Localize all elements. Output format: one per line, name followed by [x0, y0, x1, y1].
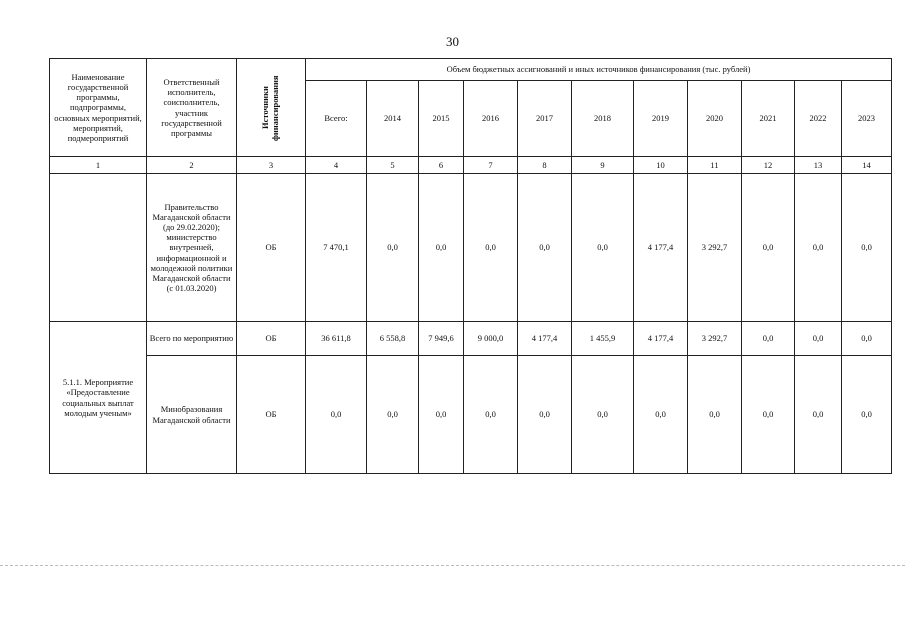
header-year: 2023: [842, 81, 892, 157]
row-value: 7 470,1: [306, 174, 367, 322]
column-number: 7: [464, 157, 518, 174]
row-value: 3 292,7: [688, 322, 742, 356]
column-number: 1: [50, 157, 147, 174]
row-value: 4 177,4: [518, 322, 572, 356]
column-number: 5: [367, 157, 419, 174]
row-value: 0,0: [742, 356, 795, 474]
row-value: 0,0: [842, 174, 892, 322]
row-value: 7 949,6: [419, 322, 464, 356]
row-value: 4 177,4: [634, 174, 688, 322]
header-responsible: Ответственный исполнитель, соисполнитель, участник государственной программы: [147, 59, 237, 157]
column-number: 10: [634, 157, 688, 174]
scan-divider: [0, 565, 905, 566]
row-value: 0,0: [742, 174, 795, 322]
header-year: 2016: [464, 81, 518, 157]
row-value: 0,0: [518, 356, 572, 474]
header-total: Всего:: [306, 81, 367, 157]
row-value: 0,0: [688, 356, 742, 474]
column-number: 3: [237, 157, 306, 174]
row-value: 0,0: [306, 356, 367, 474]
header-year: 2017: [518, 81, 572, 157]
row-value: 6 558,8: [367, 322, 419, 356]
row-value: 0,0: [634, 356, 688, 474]
row-responsible: Всего по мероприятию: [147, 322, 237, 356]
row-value: 0,0: [572, 174, 634, 322]
header-source: [237, 59, 306, 157]
header-year: 2015: [419, 81, 464, 157]
table-row: [50, 174, 892, 322]
row-value: 0,0: [419, 356, 464, 474]
row-source: ОБ: [237, 174, 306, 322]
row-value: 9 000,0: [464, 322, 518, 356]
row-value: 0,0: [742, 322, 795, 356]
header-year: 2021: [742, 81, 795, 157]
column-number: 4: [306, 157, 367, 174]
page-number: 30: [446, 34, 459, 49]
row-value: 0,0: [464, 356, 518, 474]
header-year: 2020: [688, 81, 742, 157]
row-value: 0,0: [518, 174, 572, 322]
column-number: 11: [688, 157, 742, 174]
table-row: [50, 322, 892, 356]
column-number: 2: [147, 157, 237, 174]
row-value: 4 177,4: [634, 322, 688, 356]
row-responsible: Правительство Магаданской области (до 29.02.2020); министерство внутренней, информационной и молодежной политики Магаданской области (с 01.03.2020): [147, 174, 237, 322]
row-value: 0,0: [795, 356, 842, 474]
row-name: 5.1.1. Мероприятие «Предоставление социальных выплат молодым ученым»: [50, 322, 147, 474]
row-value: 0,0: [572, 356, 634, 474]
header-name: Наименование государственной программы, подпрограммы, основных мероприятий, мероприятий, подмероприятий: [50, 59, 147, 157]
row-value: 0,0: [419, 174, 464, 322]
column-number-row: [50, 157, 892, 174]
header-year: 2018: [572, 81, 634, 157]
row-value: 1 455,9: [572, 322, 634, 356]
row-value: 0,0: [842, 322, 892, 356]
table-row: [50, 356, 892, 474]
column-number: 8: [518, 157, 572, 174]
row-value: 0,0: [367, 356, 419, 474]
row-value: 0,0: [842, 356, 892, 474]
column-number: 13: [795, 157, 842, 174]
row-value: 0,0: [795, 174, 842, 322]
row-value: 0,0: [795, 322, 842, 356]
row-value: 0,0: [367, 174, 419, 322]
budget-table: [49, 58, 892, 474]
row-value: 0,0: [464, 174, 518, 322]
header-year: 2019: [634, 81, 688, 157]
row-value: 36 611,8: [306, 322, 367, 356]
header-year: 2014: [367, 81, 419, 157]
row-name: [50, 174, 147, 322]
header-source-label: Источники финансирования: [260, 74, 281, 141]
row-value: 3 292,7: [688, 174, 742, 322]
column-number: 6: [419, 157, 464, 174]
column-number: 12: [742, 157, 795, 174]
header-year: 2022: [795, 81, 842, 157]
column-number: 9: [572, 157, 634, 174]
header-volume-group: Объем бюджетных ассигнований и иных источников финансирования (тыс. рублей): [306, 59, 892, 81]
row-source: ОБ: [237, 322, 306, 356]
row-responsible: Минобразования Магаданской области: [147, 356, 237, 474]
row-source: ОБ: [237, 356, 306, 474]
column-number: 14: [842, 157, 892, 174]
